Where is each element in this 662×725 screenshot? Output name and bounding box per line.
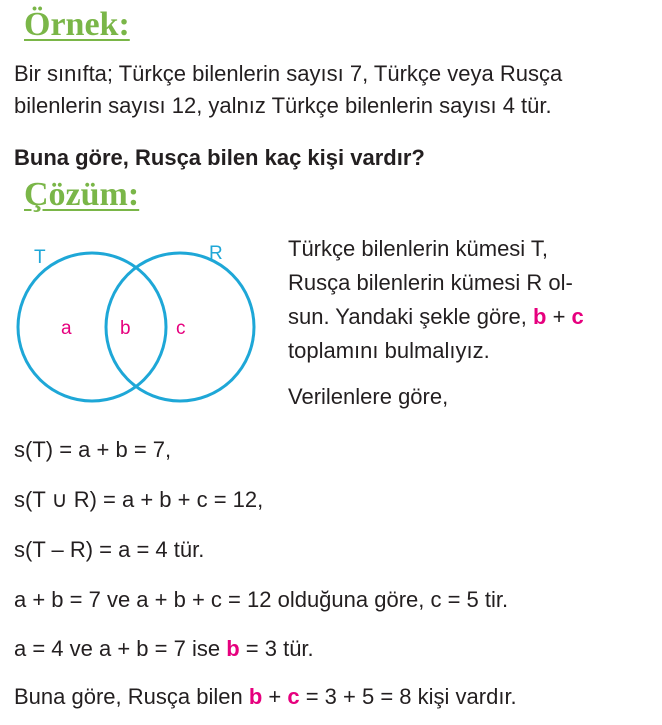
side-explanation (288, 232, 644, 414)
side-line-5: Verilenlere göre, (288, 384, 449, 409)
region-a-label: a (61, 318, 72, 339)
venn-diagram (10, 236, 260, 406)
final-answer: Buna göre, Rusça bilen b + c = 3 + 5 = 8 kişi vardır. (14, 684, 517, 709)
example-heading: Örnek: (24, 6, 130, 43)
final-var-c: c (287, 684, 300, 709)
problem-line-2: bilenlerin sayısı 12, yalnız Türkçe bilenlerin sayısı 4 tür. (14, 93, 552, 118)
final-var-b: b (248, 684, 263, 709)
side-line-1: Türkçe bilenlerin kümesi T, (288, 236, 549, 261)
var-b-result: b (226, 636, 240, 661)
var-c: c (571, 304, 584, 329)
problem-line-1: Bir sınıfta; Türkçe bilenlerin sayısı 7, Türkçe veya Rusça (14, 61, 563, 86)
side-line-2: Rusça bilenlerin kümesi R ol- (288, 270, 573, 295)
question-text: Buna göre, Rusça bilen kaç kişi vardır? (14, 145, 425, 170)
set-t-label: T (34, 247, 46, 268)
region-c-label: c (176, 318, 186, 339)
set-r-label: R (209, 243, 223, 264)
set-t-circle (18, 253, 166, 401)
solution-heading: Çözüm: (24, 176, 140, 213)
equation-5: a = 4 ve a + b = 7 ise b = 3 tür. (14, 636, 314, 661)
region-b-label: b (120, 318, 131, 339)
equation-3: s(T – R) = a = 4 tür. (14, 537, 205, 562)
var-b: b (533, 304, 547, 329)
side-line-4: toplamını bulmalıyız. (288, 338, 490, 363)
side-line-3: sun. Yandaki şekle göre, b + c (288, 304, 584, 329)
equation-2: s(T ∪ R) = a + b + c = 12, (14, 487, 264, 512)
equation-4: a + b = 7 ve a + b + c = 12 olduğuna göre, c = 5 tir. (14, 587, 509, 612)
problem-text (14, 58, 562, 122)
equation-1: s(T) = a + b = 7, (14, 437, 172, 462)
